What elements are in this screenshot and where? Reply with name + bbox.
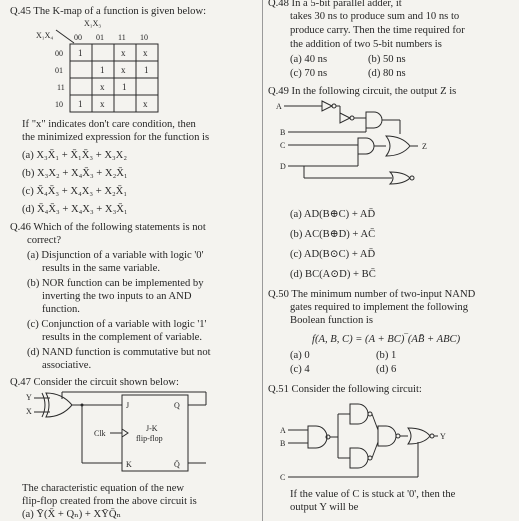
kmap-cell: x xyxy=(143,48,148,58)
q51-stem: Q.51 Consider the following circuit: xyxy=(268,384,422,395)
q49-option-a: (a) AD(B⊕C) + AD̄ xyxy=(290,209,376,220)
q46-option-b-3: function. xyxy=(42,304,80,315)
q50-option-d: (d) 6 xyxy=(376,364,397,375)
q51-circuit xyxy=(278,398,448,484)
q48-option-d: (d) 80 ns xyxy=(368,68,406,79)
q50-option-b: (b) 1 xyxy=(376,350,397,361)
kmap-cell: x xyxy=(143,99,148,109)
column-divider xyxy=(262,0,263,521)
input-b-label: B xyxy=(280,128,286,137)
q48-line-2: takes 30 ns to produce sum and 10 ns to xyxy=(290,11,460,22)
kmap-cell: x xyxy=(100,99,105,109)
flip-flop-label: flip-flop xyxy=(136,434,163,443)
input-d-label: D xyxy=(280,162,286,171)
q45-option-d: (d) X̄₄X̄₃ + X₄X₃ + X₃X̄₁ xyxy=(22,204,128,215)
kmap-col-10: 10 xyxy=(140,33,148,42)
q47-option-a: (a) Ȳ(X̄ + Qₙ) + XȲQ̄ₙ xyxy=(22,509,122,520)
q45-note-1: If "x" indicates don't care condition, then xyxy=(22,119,196,130)
q47-circuit xyxy=(22,390,222,478)
q49-option-d: (d) BC(A⊙D) + BC̄ xyxy=(290,269,376,280)
kmap-row-11: 11 xyxy=(57,83,65,92)
jk-q-label: Q xyxy=(174,401,180,410)
q48-line-3: produce carry. Then the time required for xyxy=(290,25,465,36)
q45-option-c: (c) X̄₄X̄₃ + X₄X₃ + X₂X̄₁ xyxy=(22,186,128,197)
kmap-head-left: X₁X₄ xyxy=(36,31,54,40)
q48-line-4: the addition of two 5-bit numbers is xyxy=(290,39,442,50)
q50-option-c: (c) 4 xyxy=(290,364,310,375)
jk-label: J-K xyxy=(146,424,158,433)
kmap-row-10: 10 xyxy=(55,100,63,109)
q46-option-b-2: inverting the two inputs to an AND xyxy=(42,291,192,302)
q48-option-a: (a) 40 ns xyxy=(290,54,328,65)
input-c-label: C xyxy=(280,141,286,150)
q46-option-d-2: associative. xyxy=(42,360,92,371)
input-a-label: A xyxy=(280,426,286,435)
q50-line-3: Boolean function is xyxy=(290,315,373,326)
q46-option-d-1: (d) NAND function is commutative but not xyxy=(27,347,211,358)
q46-stem-1: Q.46 Which of the following statements is not xyxy=(10,222,206,233)
clk-label: Clk xyxy=(94,429,106,438)
q49-stem: Q.49 In the following circuit, the output Z is xyxy=(268,86,457,97)
kmap-cell: x xyxy=(121,65,126,75)
q49-option-b: (b) AC(B⊕D) + AC̄ xyxy=(290,229,376,240)
q47-stem: Q.47 Consider the circuit shown below: xyxy=(10,377,179,388)
q45-note-2: the minimized expression for the function is xyxy=(22,132,210,143)
kmap-row-00: 00 xyxy=(55,49,63,58)
q46-stem-2: correct? xyxy=(27,235,62,246)
input-y-label: Y xyxy=(26,393,32,402)
input-a-label: A xyxy=(276,102,282,111)
q48-option-c: (c) 70 ns xyxy=(290,68,328,79)
input-x-label: X xyxy=(26,407,32,416)
q51-after-2: output Y will be xyxy=(290,502,359,513)
q45-option-b: (b) X₃X₂ + X₄X̄₃ + X₂X̄₁ xyxy=(22,168,128,179)
q47-after-1: The characteristic equation of the new xyxy=(22,483,185,494)
q48-line-1: Q.48 In a 5-bit parallel adder, it xyxy=(268,0,402,9)
q48-option-b: (b) 50 ns xyxy=(368,54,406,65)
q45-option-a: (a) X₃X̄₁ + X̄₁X̄₃ + X₃X₂ xyxy=(22,150,128,161)
q45-kmap xyxy=(36,16,186,114)
q50-expression: f(A, B, C) = (A + BC)‾(AB̄ + ABC) xyxy=(312,334,461,345)
kmap-cell: 1 xyxy=(78,99,83,109)
q46-option-a-1: (a) Disjunction of a variable with logic '0' xyxy=(27,250,204,261)
input-c-label: C xyxy=(280,473,286,482)
output-z-label: Z xyxy=(422,142,427,151)
kmap-col-00: 00 xyxy=(74,33,82,42)
kmap-col-11: 11 xyxy=(118,33,126,42)
kmap-head-top: X₁X₃ xyxy=(84,19,102,28)
q47-after-2: flip-flop created from the above circuit is xyxy=(22,496,197,507)
q46-option-a-2: results in the same variable. xyxy=(42,263,160,274)
q49-circuit xyxy=(274,100,434,204)
q50-option-a: (a) 0 xyxy=(290,350,310,361)
kmap-cell: 1 xyxy=(78,48,83,58)
kmap-row-01: 01 xyxy=(55,66,63,75)
q51-after-1: If the value of C is stuck at '0', then the xyxy=(290,489,456,500)
q46-option-c-1: (c) Conjunction of a variable with logic '1' xyxy=(27,319,207,330)
q46-option-b-1: (b) NOR function can be implemented by xyxy=(27,278,204,289)
input-b-label: B xyxy=(280,439,286,448)
q46-option-c-2: results in the complement of variable. xyxy=(42,332,203,343)
kmap-cell: 1 xyxy=(100,65,105,75)
kmap-cell: x xyxy=(100,82,105,92)
kmap-cell: x xyxy=(121,48,126,58)
kmap-cell: 1 xyxy=(144,65,149,75)
q50-line-2: gates required to implement the following xyxy=(290,302,468,313)
q49-option-c: (c) AD(B⊙C) + AD̄ xyxy=(290,249,376,260)
jk-j-label: J xyxy=(126,401,130,410)
kmap-cell: 1 xyxy=(122,82,127,92)
jk-k-label: K xyxy=(126,460,132,469)
output-y-label: Y xyxy=(440,432,446,441)
kmap-col-01: 01 xyxy=(96,33,104,42)
q45-stem: Q.45 The K-map of a function is given below: xyxy=(10,6,207,17)
q50-line-1: Q.50 The minimum number of two-input NAND xyxy=(268,289,476,300)
jk-qbar-label: Q̄ xyxy=(174,460,180,469)
